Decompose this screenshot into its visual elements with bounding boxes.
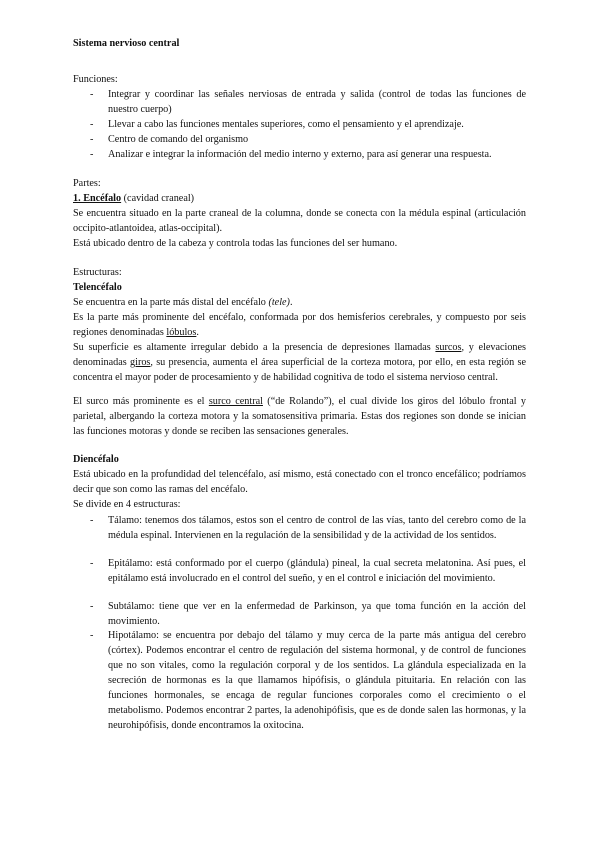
partes-heading: Partes: xyxy=(73,178,101,189)
text-run: , y elevaciones denominadas xyxy=(73,342,527,368)
bullet-dash: - xyxy=(90,630,94,641)
diencefalo-title: Diencéfalo xyxy=(73,454,119,465)
funciones-item-text: Llevar a cabo las funciones mentales superiores, como el pensamiento y el aprendizaje. xyxy=(108,119,464,130)
estructuras-heading: Estructuras: xyxy=(73,267,122,278)
telencefalo-title: Telencéfalo xyxy=(73,282,122,293)
diencefalo-item-text: Hipotálamo: se encuentra por debajo del tálamo y muy cerca de la parte más antigua del cerebro (córtex). Podemos encontrar el centro de regulación del sistema hormonal, y de control de funciones que no son vitales, como la regulación corporal y de los sentidos. La glándula especializada en la secreción de hormonas es la que llamamos hipófisis, o glándula pituitaria. En relación con las funciones hormonales, se encaga de regular funciones corporales como el crecimiento o el metabolismo. Podemos encontrar 2 partes, la adenohipófisis, que es de donde salen las hormonas, y la neurohipófisis, donde encontramos la oxitocina. xyxy=(108,630,526,731)
text-run: Es la parte más prominente del encéfalo, conformada por dos hemisferios cerebrales, y compuesto por seis regiones denominadas xyxy=(73,312,526,338)
encefalo-heading xyxy=(73,191,526,206)
text-run-underlined: lóbulos xyxy=(166,327,197,338)
diencefalo-item-text: Subtálamo: tiene que ver en la enfermedad de Parkinson, ya que toma función en la acción del movimiento. xyxy=(108,601,526,627)
funciones-item-text: Centro de comando del organismo xyxy=(108,134,249,145)
encefalo-paragraph: Está ubicado dentro de la cabeza y controla todas las funciones del ser humano. xyxy=(73,238,398,249)
bullet-dash: - xyxy=(90,134,94,145)
text-run: Se encuentra en la parte más distal del encéfalo xyxy=(73,297,269,308)
document-title: Sistema nervioso central xyxy=(73,38,180,49)
text-run-underlined: surco central xyxy=(208,396,263,407)
diencefalo-item-text: Epitálamo: está conformado por el cuerpo (glándula) pineal, la cual secreta melatonina. Así pues, el epitálamo está involucrado en el control del sueño, y en el control e iniciación del movimiento. xyxy=(108,558,526,584)
telencefalo-paragraph xyxy=(73,310,526,340)
bullet-dash: - xyxy=(90,149,94,160)
text-run-underlined: giros xyxy=(130,357,151,368)
text-run: (“de Rolando”), el cual divide los giros del lóbulo frontal y parietal, albergando la corteza motora y la somatosensitiva primaria. Estas dos regiones son donde se inician las funciones motoras y donde se reciben las sensaciones generales. xyxy=(73,396,527,437)
bullet-dash: - xyxy=(90,601,94,612)
bullet-dash: - xyxy=(90,119,94,130)
telencefalo-paragraph xyxy=(73,340,526,385)
telencefalo-paragraph xyxy=(73,295,526,310)
text-run-underlined: surcos xyxy=(435,342,462,353)
diencefalo-item-text: Tálamo: tenemos dos tálamos, estos son el centro de control de las vías, tanto del cerebro como de la médula espinal. Intervienen en la regulación de la sensibilidad y de la actividad de los sentidos. xyxy=(108,515,526,541)
encefalo-paragraph: Se encuentra situado en la parte craneal de la columna, donde se conecta con la médula espinal (articulación occipito-atlantoidea, atlas-occipital). xyxy=(73,208,526,234)
bullet-dash: - xyxy=(90,515,94,526)
text-run-italic: (tele) xyxy=(268,297,290,308)
text-run: , su presencia, aumenta el área superficial de la corteza motora, por ello, en esta región se concentra el mayor poder de procesamiento y de habilidad cognitiva de todo el sistema nervioso central. xyxy=(73,357,526,383)
telencefalo-paragraph xyxy=(73,394,526,439)
bullet-dash: - xyxy=(90,558,94,569)
funciones-item-text: Integrar y coordinar las señales nerviosas de entrada y salida (control de todas las funciones de nuestro cuerpo) xyxy=(108,89,526,115)
text-run: . xyxy=(289,297,293,308)
text-run: . xyxy=(196,327,199,338)
bullet-dash: - xyxy=(90,89,94,100)
encefalo-note: (cavidad craneal) xyxy=(121,193,195,204)
funciones-heading: Funciones: xyxy=(73,74,118,85)
encefalo-title: 1. Encéfalo xyxy=(73,193,122,204)
text-run: Su superficie es altamente irregular debido a la presencia de depresiones llamadas xyxy=(73,342,436,353)
diencefalo-paragraph: Se divide en 4 estructuras: xyxy=(73,499,181,510)
diencefalo-paragraph: Está ubicado en la profundidad del telencéfalo, así mismo, está conectado con el tronco encefálico; podríamos decir que son como las ramas del encéfalo. xyxy=(73,469,526,495)
text-run: El surco más prominente es el xyxy=(73,396,209,407)
funciones-item-text: Analizar e integrar la información del medio interno y externo, para así generar una respuesta. xyxy=(108,149,492,160)
